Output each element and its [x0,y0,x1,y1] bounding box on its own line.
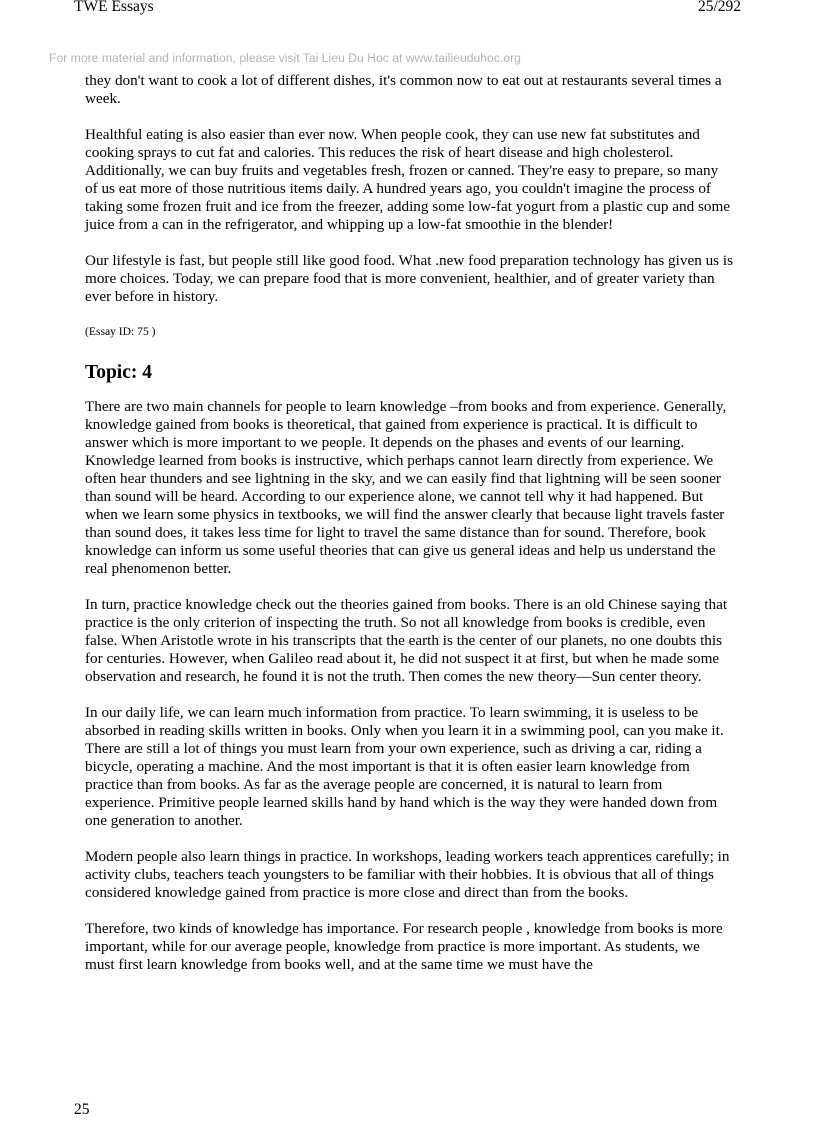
paragraph-lifestyle: Our lifestyle is fast, but people still like good food. What .new food preparation technology has given us is more choices. Today, we can prepare food that is more convenient, healthier, and of greater variety than ever before in history. [85,252,734,305]
document-body [85,72,733,992]
document-header-title: TWE Essays [74,0,154,15]
topic-heading: Topic: 4 [85,362,153,383]
paragraph-daily-life: In our daily life, we can learn much information from practice. To learn swimming, it is useless to be absorbed in reading skills written in books. Only when you learn it in a swimming pool, can you make it. There are still a lot of things you must learn from your own experience, such as driving a car, riding a bicycle, operating a machine. And the most important is that it is often easier learn knowledge from practice than from books. As far as the average people are concerned, it is natural to learn from experience. Primitive people learned skills hand by hand which is the way they were handed down from one generation to another. [85,704,724,829]
essay-id: (Essay ID: 75 ) [85,325,156,338]
page-indicator: 25/292 [697,0,741,15]
paragraph-learning-channels: There are two main channels for people to learn knowledge –from books and from experience. Generally, knowledge gained from books is theoretical, that gained from experience is practical. It is difficult to answer which is more important to we people. It depends on the phases and events of our learning. Knowledge learned from books is instructive, which perhaps cannot learn directly from experience. We often hear thunders and see lightning in the sky, and we can easily find that lightning will be seen sooner than sound will be heard. According to our experience alone, we cannot tell why it had happened. But when we learn some physics in textbooks, we will find the answer clearly that because light travels faster than sound does, it takes less time for light to travel the same distance than for sound. Therefore, book knowledge can inform us some useful theories that can give us general ideas and help us understand the real phenomenon better. [85,398,727,577]
page-number: 25 [74,1101,90,1118]
paragraph-modern-people: Modern people also learn things in practice. In workshops, leading workers teach apprentices carefully; in activity clubs, teachers teach youngsters to be familiar with their hobbies. It is obvious that all of things considered knowledge gained from practice is more close and direct than from the books. [85,848,730,901]
paragraph-continuation: they don't want to cook a lot of different dishes, it's common now to eat out at restaurants several times a week. [85,72,722,107]
watermark-link[interactable]: For more material and information, please visit Tai Lieu Du Hoc at www.tailieuduhoc.org [49,51,521,65]
paragraph-practice-knowledge: In turn, practice knowledge check out the theories gained from books. There is an old Chinese saying that practice is the only criterion of inspecting the truth. So not all knowledge from books is credible, even false. When Aristotle wrote in his transcripts that the earth is the center of our planets, no one doubts this for centuries. However, when Galileo read about it, he did not suspect it at first, but when he made some observation and research, he found it is not the truth. Then comes the new theory—Sun center theory. [85,596,728,685]
paragraph-healthful-eating: Healthful eating is also easier than ever now. When people cook, they can use new fat substitutes and cooking sprays to cut fat and calories. This reduces the risk of heart disease and high cholesterol. Additionally, we can buy fruits and vegetables fresh, frozen or canned. They're easy to prepare, so many of us eat more of those nutritious items daily. A hundred years ago, you couldn't imagine the process of taking some frozen fruit and ice from the freezer, adding some low-fat yogurt from a plastic cup and some juice from a can in the refrigerator, and whipping up a low-fat smoothie in the blender! [85,126,731,233]
paragraph-conclusion: Therefore, two kinds of knowledge has importance. For research people , knowledge from books is more important, while for our average people, knowledge from practice is more important. As students, we must first learn knowledge from books well, and at the same time we must have the [85,920,723,973]
